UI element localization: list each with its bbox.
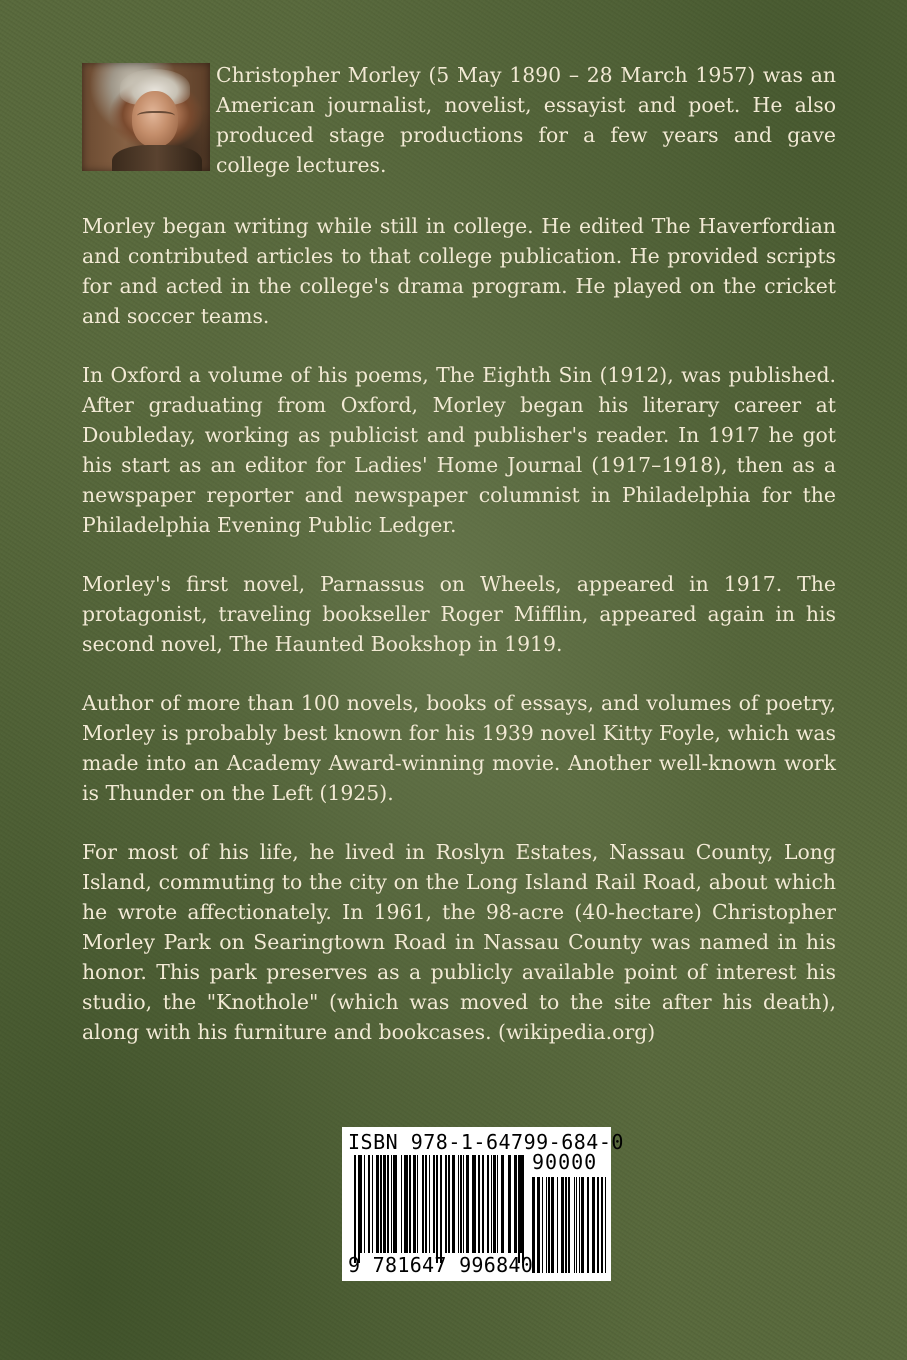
barcode-bar: [548, 1177, 550, 1273]
barcode-bar: [493, 1155, 496, 1253]
bio-paragraph-4: Morley's first novel, Parnassus on Wheels, appeared in 1917. The protagonist, traveling bookseller Roger Mifflin, appeared again in his second novel, The Haunted Bookshop in 1919.: [82, 572, 836, 656]
isbn-label: ISBN 978-1-64799-684-0: [348, 1130, 624, 1154]
barcode-bar: [520, 1155, 522, 1253]
barcode-bar: [445, 1155, 447, 1253]
barcode-bar: [487, 1155, 489, 1253]
barcode-bar: [508, 1155, 511, 1253]
barcode-bar: [368, 1155, 370, 1253]
barcode-bar: [574, 1177, 575, 1273]
barcode-bar: [592, 1177, 595, 1273]
barcode-bar: [514, 1155, 517, 1253]
bio-paragraph-2: Morley began writing while still in college. He edited The Haverfordian and contributed articles to that college publication. He provided scripts for and acted in the college's drama program. He played on the cricket and soccer teams.: [82, 214, 836, 328]
barcode-bar: [557, 1177, 558, 1273]
barcode-bar: [542, 1177, 543, 1273]
barcode-bar: [425, 1155, 427, 1253]
barcode-guard-bar: [436, 1155, 438, 1263]
barcode-guard-bar: [518, 1155, 520, 1263]
barcode-bar: [387, 1155, 389, 1253]
bio-paragraph-5: Author of more than 100 novels, books of essays, and volumes of poetry, Morley is probably best known for his 1939 novel Kitty Foyle, which was made into an Academy Award-winning movie. Another well-known work is Thunder on the Left (1925).: [82, 691, 836, 805]
barcode-bar: [597, 1177, 599, 1273]
barcode-bar: [579, 1177, 580, 1273]
barcode-bar: [463, 1155, 464, 1253]
barcode-bar: [458, 1155, 459, 1253]
barcode-bar: [429, 1155, 430, 1253]
barcode-guard-bar: [358, 1155, 360, 1263]
barcode-bar: [383, 1155, 386, 1253]
barcode-bar: [551, 1177, 554, 1273]
barcode-bar: [482, 1155, 484, 1253]
barcode-bar: [460, 1155, 462, 1253]
barcode-bar: [565, 1177, 567, 1273]
barcode-bar: [380, 1155, 382, 1253]
barcode-bar: [472, 1155, 476, 1253]
barcode-bar: [581, 1177, 584, 1273]
bio-paragraph-3: In Oxford a volume of his poems, The Eighth Sin (1912), was published. After graduating from Oxford, Morley began his literary career at Doubleday, working as publicist and publisher's reader. In 1917 he got his start as an editor for Ladies' Home Journal (1917–1918), then as a newspaper reporter and newspaper columnist in Philadelphia for the Philadelphia Evening Public Ledger.: [82, 363, 836, 537]
barcode-bar: [404, 1155, 408, 1253]
barcode-bar: [501, 1155, 504, 1253]
barcode-bar: [452, 1155, 455, 1253]
ean-digits: 9 781647 996840: [348, 1253, 534, 1277]
barcode-bar: [417, 1155, 418, 1253]
barcode-bar: [391, 1155, 392, 1253]
barcode-bar: [497, 1155, 498, 1253]
isbn-barcode: [342, 1127, 624, 1281]
barcode-bar: [605, 1177, 606, 1273]
barcode-bar: [422, 1155, 424, 1253]
barcode-bar: [568, 1177, 570, 1273]
barcode-bar: [360, 1155, 362, 1253]
barcode-bar: [401, 1155, 402, 1253]
author-biography: [82, 60, 836, 1076]
author-photo: [82, 63, 210, 171]
bio-paragraph-1: [82, 60, 836, 180]
barcode-bar: [576, 1177, 577, 1273]
barcode-bar: [372, 1155, 373, 1253]
barcode-bar: [376, 1155, 379, 1253]
price-addon-digits: 90000: [532, 1150, 598, 1174]
barcode-bar: [537, 1177, 540, 1273]
barcode-bar: [409, 1155, 411, 1253]
barcode-bar: [587, 1177, 589, 1273]
barcode-bar: [478, 1155, 480, 1253]
barcode-bar: [364, 1155, 365, 1253]
barcode-guard-bar: [354, 1155, 356, 1263]
barcode-bar: [561, 1177, 564, 1273]
bio-paragraph-6: For most of his life, he lived in Roslyn Estates, Nassau County, Long Island, commuting to the city on the Long Island Rail Road, about which he wrote affectionately. In 1961, the 98-acre (40-hectare) Christopher Morley Park on Searingtown Road in Nassau County was named in his honor. This park preserves as a publicly available point of interest his studio, the "Knothole" (which was moved to the site after his death), along with his furniture and bookcases. (wikipedia.org): [82, 840, 836, 1044]
barcode-bar: [393, 1155, 397, 1253]
barcode-bar: [433, 1155, 435, 1253]
barcode-bar: [466, 1155, 469, 1253]
barcode-guard-bar: [522, 1155, 524, 1263]
barcode-bar: [601, 1177, 603, 1273]
barcode-bar: [491, 1155, 492, 1253]
barcode-guard-bar: [440, 1155, 442, 1263]
barcode-bar: [413, 1155, 416, 1253]
barcode-bar: [546, 1177, 547, 1273]
barcode-bar: [448, 1155, 450, 1253]
bio-paragraph-1-text: Christopher Morley (5 May 1890 – 28 March 1957) was an American journalist, novelist, essayist and poet. He also produced stage productions for a few years and gave college lectures.: [216, 63, 836, 177]
